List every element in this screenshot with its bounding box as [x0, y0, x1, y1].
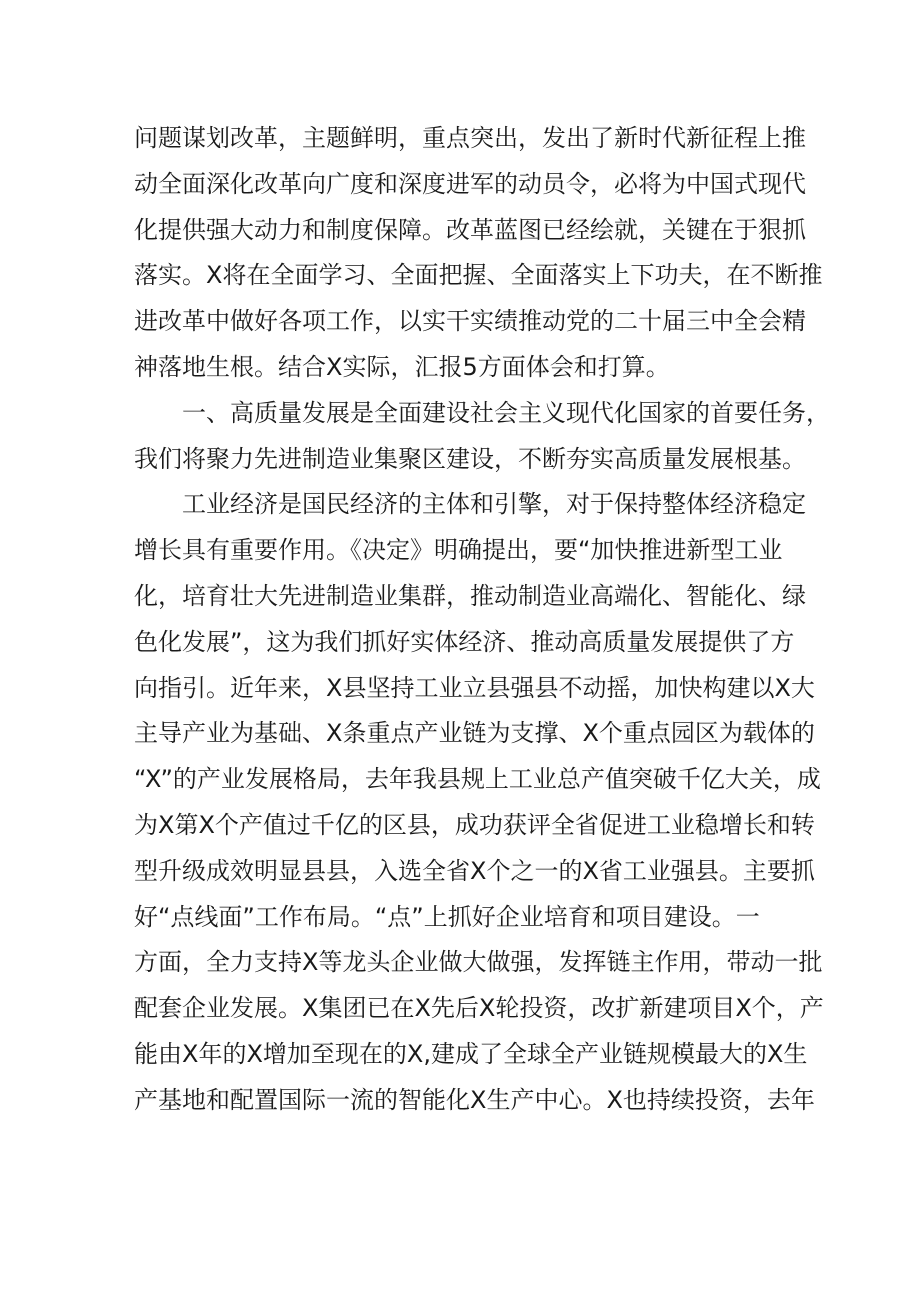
text-line: 色化发展”，这为我们抓好实体经济、推动高质量发展提供了方 [134, 627, 795, 656]
text-line: 我们将聚力先进制造业集聚区建设，不断夯实高质量发展根基。 [134, 444, 806, 473]
paragraph-industrial-economy [134, 482, 824, 1123]
text-line: 进改革中做好各项工作，以实干实绩推动党的二十届三中全会精 [134, 307, 806, 336]
text-line: 落实。X将在全面学习、全面把握、全面落实上下功夫，在不断推 [134, 261, 823, 290]
text-line: 工业经济是国民经济的主体和引擎，对于保持整体经济稳定 [182, 490, 806, 519]
text-line: 配套企业发展。X集团已在X先后X轮投资，改扩新建项目X个，产 [134, 994, 824, 1023]
text-line: 增长具有重要作用。《决定》明确提出，要“加快推进新型工业 [134, 536, 783, 565]
text-line: 化提供强大动力和制度保障。改革蓝图已经绘就，关键在于狠抓 [134, 215, 806, 244]
paragraph-section-heading [134, 391, 830, 483]
text-line: 能由X年的X增加至现在的X,建成了全球全产业链规模最大的X生 [134, 1039, 808, 1068]
text-line: “X”的产业发展格局，去年我县规上工业总产值突破千亿大关，成 [134, 765, 821, 794]
paragraph-intro [134, 116, 823, 391]
text-line: 向指引。近年来，X县坚持工业立县强县不动摇，加快构建以X大 [134, 673, 815, 702]
text-line: 主导产业为基础、X条重点产业链为支撑、X个重点园区为载体的 [134, 719, 815, 748]
text-line: 问题谋划改革，主题鲜明，重点突出，发出了新时代新征程上推 [134, 124, 806, 152]
text-line: 好“点线面”工作布局。“点”上抓好企业培育和项目建设。一 [134, 902, 760, 931]
text-line: 动全面深化改革向广度和深度进军的动员令，必将为中国式现代 [134, 169, 806, 198]
text-line: 一、高质量发展是全面建设社会主义现代化国家的首要任务， [182, 398, 830, 427]
text-line: 方面，全力支持X等龙头企业做大做强，发挥链主作用，带动一批 [134, 948, 823, 977]
text-line: 神落地生根。结合X实际，汇报5方面体会和打算。 [134, 352, 670, 381]
text-line: 型升级成效明显县县，入选全省X个之一的X省工业强县。主要抓 [134, 856, 815, 885]
text-line: 化，培育壮大先进制造业集群，推动制造业高端化、智能化、绿 [134, 581, 806, 610]
document-body [134, 116, 830, 1124]
text-line: 产基地和配置国际一流的智能化X生产中心。X也持续投资，去年 [134, 1085, 815, 1114]
text-line: 为X第X个产值过千亿的区县，成功获评全省促进工业稳增长和转 [134, 810, 815, 839]
